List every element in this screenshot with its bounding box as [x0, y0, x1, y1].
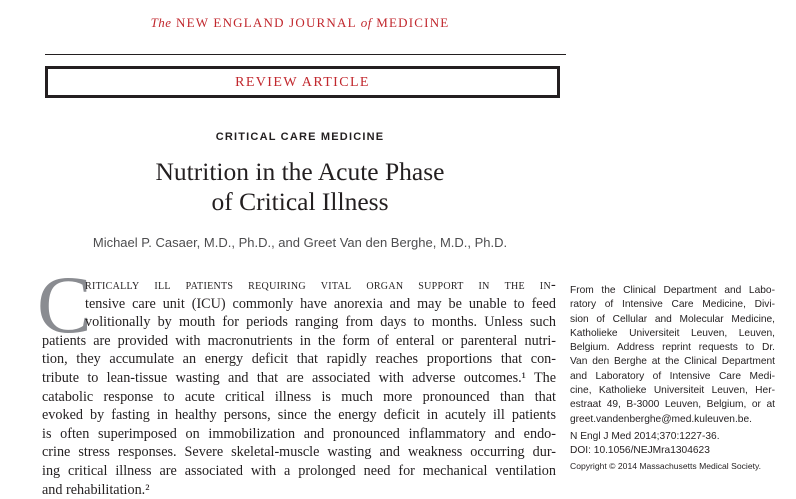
article-title-line-1: Nutrition in the Acute Phase [155, 157, 445, 186]
body-line: ing critical illness are associated with a prolonged need for mechanical ventilation [42, 462, 556, 479]
affiliation-line: and Laboratory of Intensive Care Medi- [570, 370, 775, 382]
section-label: CRITICAL CARE MEDICINE [215, 131, 385, 143]
affiliation-line: estraat 49, B-3000 Leuven, Belgium, or at [570, 399, 775, 411]
body-line: patients are provided with macronutrients in the form of enteral or parenteral nutri- [42, 332, 556, 349]
journal-header-name-part2: MEDICINE [376, 15, 450, 30]
article-type-label: REVIEW ARTICLE [235, 75, 370, 90]
body-line: and rehabilitation.² [42, 481, 150, 498]
drop-cap: C [37, 259, 92, 350]
body-line: volitionally by mouth for periods ranging from days to months. Unless such [85, 314, 556, 331]
affiliation-note [570, 284, 775, 427]
body-line: ritically ill patients requiring vital organ support in the in- [85, 277, 556, 293]
article-title-line-2: of Critical Illness [211, 187, 389, 216]
copyright-notice: Copyright © 2014 Massachusetts Medical Society. [570, 461, 762, 471]
journal-header-of: of [360, 15, 372, 30]
article-type-box [45, 66, 560, 98]
affiliation-line: cine, Katholieke Universiteit Leuven, Her- [570, 385, 775, 397]
body-line: tribute to lean-tissue wasting and that are associated with adverse outcomes.¹ The [42, 369, 556, 386]
affiliation-line: From the Clinical Department and Labo- [570, 285, 775, 296]
affiliation-line: Belgium. Address reprint requests to Dr. [570, 342, 775, 354]
body-line: tensive care unit (ICU) commonly have anorexia and may be unable to feed [85, 295, 556, 312]
citation-block [570, 430, 775, 459]
body-paragraph [42, 276, 556, 499]
header-rule [45, 54, 566, 55]
body-line: is often superimposed on immobilization and pronounced inflammatory and endo- [42, 425, 556, 442]
body-line: crine stress responses. Severe skeletal-muscle wasting and weakness occurring dur- [42, 444, 556, 461]
author-list: Michael P. Casaer, M.D., Ph.D., and Greet Van den Berghe, M.D., Ph.D. [92, 235, 508, 250]
journal-header-name-part1: NEW ENGLAND JOURNAL [176, 15, 357, 30]
doi-line: DOI: 10.1056/NEJMra1304623 [570, 445, 710, 457]
article-title [0, 157, 600, 217]
affiliation-line: ratory of Intensive Care Medicine, Divi- [570, 299, 775, 311]
affiliation-line: Van den Berghe at the Clinical Department [570, 356, 775, 368]
body-line: catabolic response to acute critical illness is much more pronounced than that [42, 388, 556, 405]
affiliation-email-line: greet.vandenberghe@med.kuleuven.be. [570, 413, 752, 425]
journal-header-the: The [150, 15, 172, 30]
affiliation-line: sion of Cellular and Molecular Medicine, [570, 313, 775, 325]
affiliation-line: Katholieke Universiteit Leuven, Leuven, [570, 327, 775, 339]
journal-header [0, 15, 600, 31]
body-line: tion, they accumulate an energy deficit that rapidly reaches proportions that con- [42, 351, 556, 368]
body-line: evoked by fasting in healthy persons, since the energy deficit in acutely ill patients [42, 407, 556, 424]
journal-citation: N Engl J Med 2014;370:1227-36. [570, 431, 720, 442]
